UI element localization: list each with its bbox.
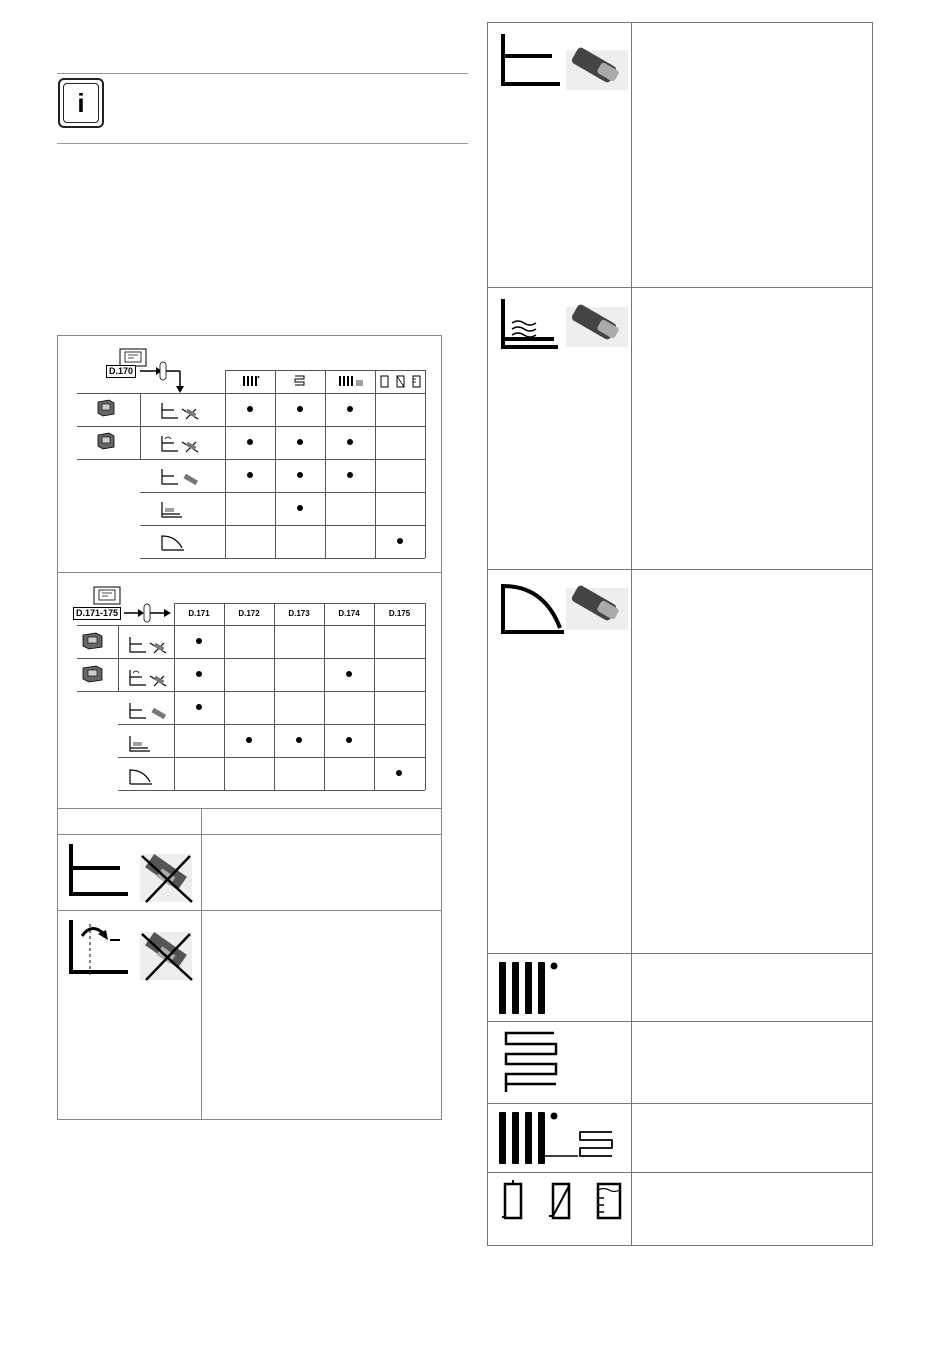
matrix-dot bbox=[297, 472, 303, 478]
radiator-icon bbox=[242, 375, 260, 387]
floor-heating-valve-icon bbox=[128, 734, 158, 754]
floor-heating-valve-icon bbox=[160, 500, 190, 520]
heating-curve-valve-large-icon bbox=[498, 580, 630, 638]
table2-col-header: D.171 bbox=[188, 609, 210, 618]
arrow-icon bbox=[138, 362, 198, 394]
radiator-floor-icon bbox=[338, 375, 364, 387]
matrix-dot bbox=[297, 505, 303, 511]
matrix-dot bbox=[196, 671, 202, 677]
underfloor-heating-icon bbox=[293, 375, 307, 387]
matrix-dot bbox=[397, 538, 403, 544]
matrix-dot bbox=[297, 439, 303, 445]
note-bottom-rule bbox=[57, 143, 468, 144]
left-panel bbox=[57, 335, 442, 1120]
matrix-dot bbox=[347, 439, 353, 445]
table1-code: D.170 bbox=[106, 365, 136, 378]
floor-heating-valve-large-icon bbox=[498, 297, 630, 353]
underfloor-heating-large-icon bbox=[498, 1030, 564, 1094]
panel-separator bbox=[57, 808, 442, 809]
info-icon: i bbox=[58, 78, 104, 128]
matrix-dot bbox=[346, 737, 352, 743]
matrix-dot bbox=[196, 638, 202, 644]
fixed-setpoint-valve-icon bbox=[160, 467, 202, 487]
note-top-rule bbox=[57, 73, 468, 74]
matrix-dot bbox=[246, 737, 252, 743]
table2-code: D.171-175 bbox=[73, 607, 121, 620]
fixed-setpoint-valve-icon bbox=[128, 701, 170, 721]
fixed-setpoint-no-valve-large-icon bbox=[66, 842, 198, 906]
arrow-icon bbox=[122, 604, 174, 624]
radiator-floor-large-icon bbox=[498, 1110, 618, 1166]
room-thermostat-icon bbox=[95, 399, 117, 419]
table2-col-header: D.174 bbox=[338, 609, 360, 618]
matrix-dot bbox=[247, 439, 253, 445]
heating-curve-icon bbox=[128, 767, 158, 787]
table2-col-header: D.175 bbox=[388, 609, 411, 618]
matrix-dot bbox=[396, 770, 402, 776]
room-thermostat-icon bbox=[80, 665, 106, 685]
table2-col-header: D.172 bbox=[238, 609, 260, 618]
heating-curve-icon bbox=[160, 533, 190, 553]
fixed-setpoint-no-valve-icon bbox=[160, 401, 202, 421]
room-influence-no-valve-large-icon bbox=[66, 918, 198, 984]
matrix-dot bbox=[347, 406, 353, 412]
room-thermostat-icon bbox=[80, 632, 106, 652]
storage-cylinder-large-icon bbox=[498, 1178, 628, 1226]
table2-col-header: D.173 bbox=[288, 609, 310, 618]
matrix-dot bbox=[346, 671, 352, 677]
room-influence-no-valve-icon bbox=[160, 434, 202, 454]
panel-separator bbox=[57, 572, 442, 573]
radiator-large-icon bbox=[498, 960, 568, 1016]
matrix-dot bbox=[196, 704, 202, 710]
room-influence-no-valve-icon bbox=[128, 668, 170, 688]
matrix-dot bbox=[296, 737, 302, 743]
matrix-dot bbox=[247, 406, 253, 412]
fixed-setpoint-valve-large-icon bbox=[498, 32, 630, 94]
storage-cylinder-icon bbox=[379, 374, 423, 388]
matrix-dot bbox=[247, 472, 253, 478]
matrix-dot bbox=[347, 472, 353, 478]
matrix-dot bbox=[297, 406, 303, 412]
room-thermostat-icon bbox=[95, 432, 117, 452]
controller-icon bbox=[92, 586, 124, 606]
fixed-setpoint-no-valve-icon bbox=[128, 635, 170, 655]
